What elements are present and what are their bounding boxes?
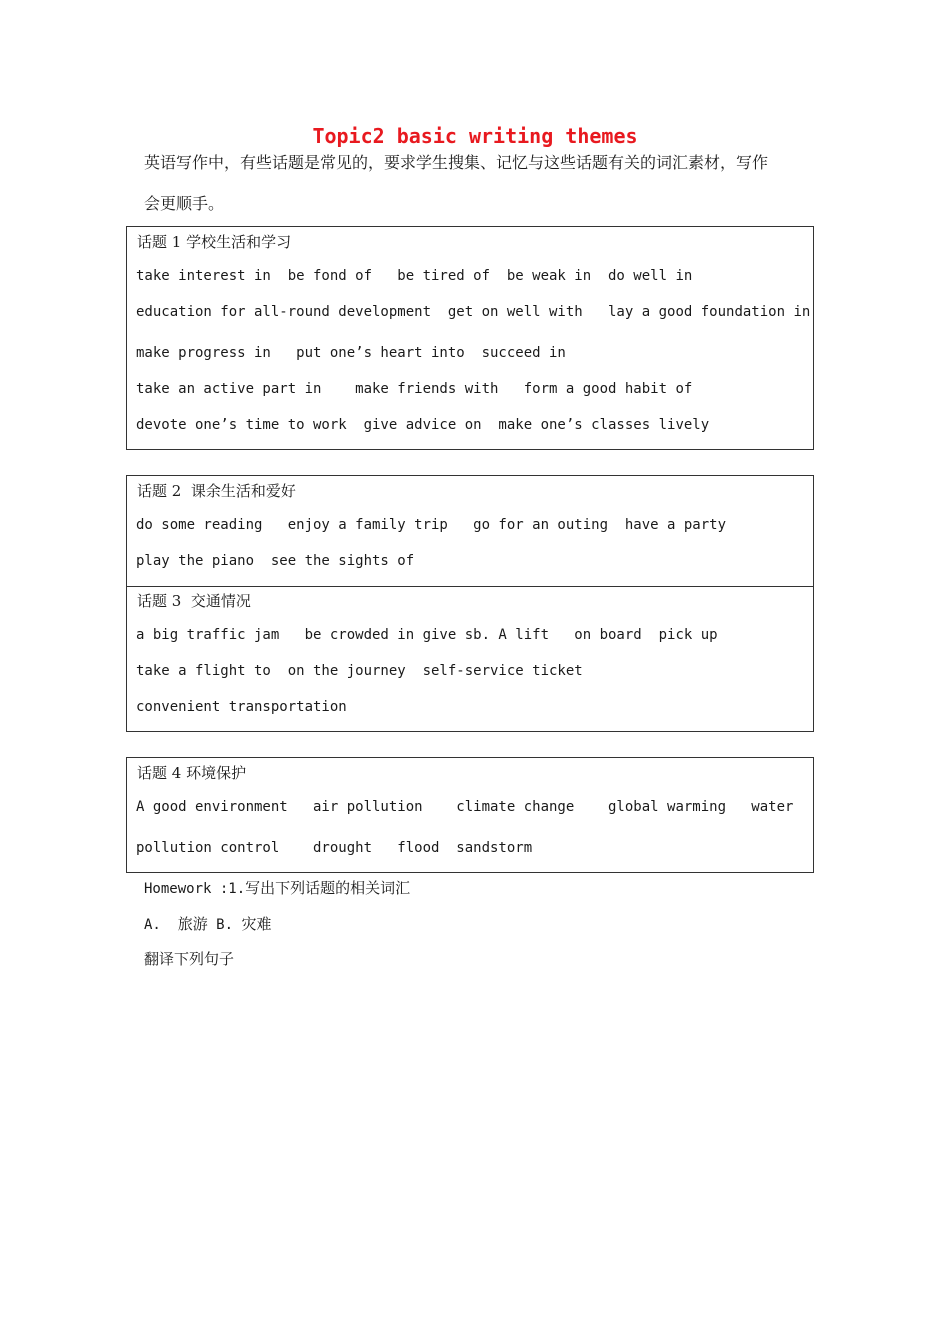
topic2-line-2: play the piano see the sights of [136, 553, 415, 569]
topic4-line-1: A good environment air pollution climate change global warming water [136, 799, 794, 815]
topic1-line-3: make progress in put one’s heart into succeed in [136, 345, 566, 361]
homework-task-2: 翻译下列句子 [144, 950, 235, 968]
topic3-line-2: take a flight to on the journey self-service ticket [136, 663, 583, 679]
topic1-line-4: take an active part in make friends with form a good habit of [136, 381, 693, 397]
intro-line-2: 会更顺手。 [144, 194, 225, 213]
topic3-heading: 话题 3 交通情况 [137, 592, 251, 610]
topic2-3-box [126, 475, 814, 732]
topic1-box [126, 226, 814, 450]
topic3-line-1: a big traffic jam be crowded in give sb. A lift on board pick up [136, 627, 718, 643]
topic2-line-1: do some reading enjoy a family trip go for an outing have a party [136, 517, 727, 533]
topic4-line-2: pollution control drought flood sandstorm [136, 840, 533, 856]
topic2-heading: 话题 2 课余生活和爱好 [137, 482, 296, 500]
homework-task-2-line [144, 948, 234, 969]
topic1-line-1: take interest in be fond of be tired of be weak in do well in [136, 268, 693, 284]
option-b-label: B. [216, 917, 234, 933]
topic1-line-2: education for all-round development get on well with lay a good foundation in [136, 304, 811, 320]
topic-divider [127, 586, 813, 587]
topic3-line-3: convenient transportation [136, 699, 347, 715]
topic4-heading: 话题 4 环境保护 [137, 764, 247, 782]
topic1-line-5: devote one’s time to work give advice on make one’s classes lively [136, 417, 710, 433]
option-b-text: 灾难 [241, 915, 272, 933]
topic1-heading: 话题 1 学校生活和学习 [137, 233, 292, 251]
page-title: Topic2 basic writing themes [312, 124, 638, 148]
homework-line [144, 877, 410, 898]
homework-options [144, 913, 271, 934]
option-a-label: A. [144, 917, 161, 933]
intro-line-1: 英语写作中，有些话题是常见的，要求学生搜集、记忆与这些话题有关的词汇素材，写作 [144, 153, 769, 172]
homework-task-1: 写出下列话题的相关词汇 [245, 879, 411, 897]
homework-label: Homework :1. [144, 881, 246, 897]
option-a-text: 旅游 [177, 915, 208, 933]
topic4-box [126, 757, 814, 873]
